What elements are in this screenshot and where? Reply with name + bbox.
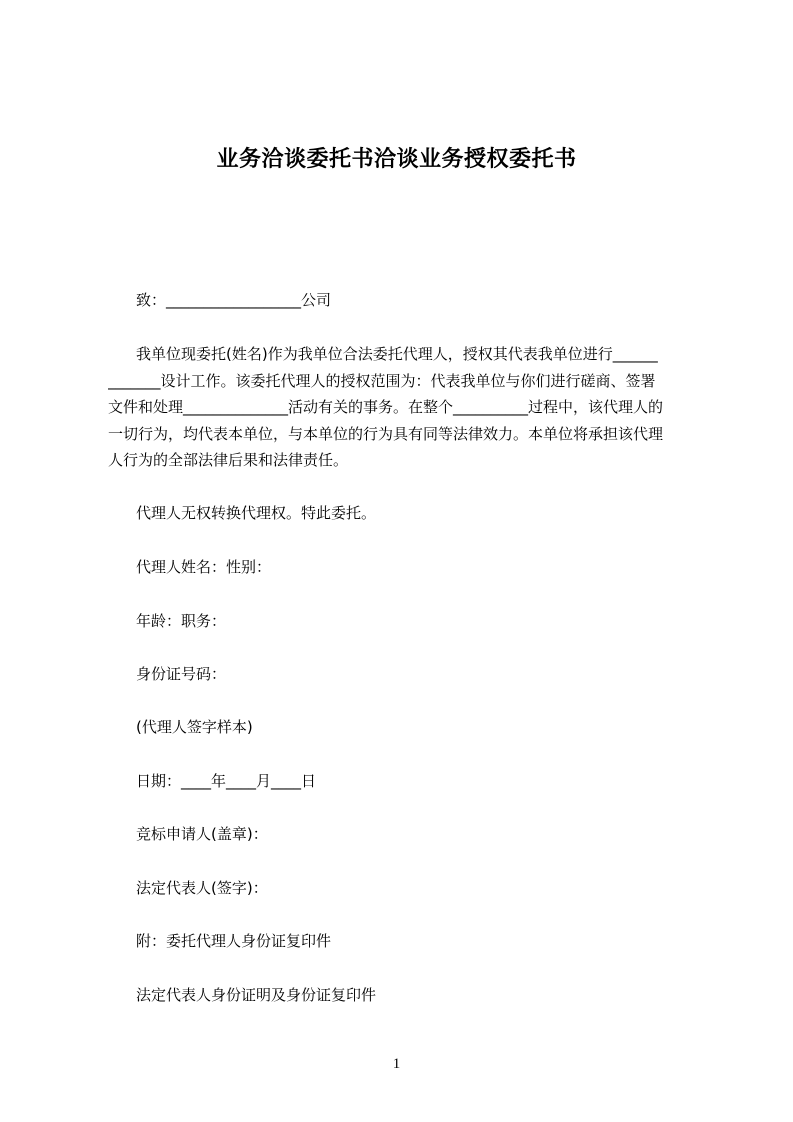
no-transfer-line: 代理人无权转换代理权。特此委托。 xyxy=(136,504,377,522)
body-line-4: 一切行为，均代表本单位，与本单位的行为具有同等法律效力。本单位将承担该代理 xyxy=(108,424,664,443)
id-number-line: 身份证号码： xyxy=(136,665,227,683)
addressee-line: 致：__________________公司 xyxy=(136,291,332,309)
body-paragraph xyxy=(108,341,699,474)
legal-representative-line: 法定代表人(签字)： xyxy=(136,879,268,897)
age-position-line: 年龄：职务： xyxy=(136,612,227,630)
attachment-line-1: 附：委托代理人身份证复印件 xyxy=(136,932,332,950)
body-line-1: 我单位现委托(姓名)作为我单位合法委托代理人，授权其代表我单位进行______ xyxy=(136,345,658,363)
body-line-2: _______设计工作。该委托代理人的授权范围为：代表我单位与你们进行磋商、签署 xyxy=(108,371,656,390)
page-number: 1 xyxy=(392,1056,401,1072)
bidder-seal-line: 竞标申请人(盖章)： xyxy=(136,825,268,843)
signature-sample-line: (代理人签字样本) xyxy=(136,718,253,736)
body-line-5: 人行为的全部法律后果和法律责任。 xyxy=(108,451,349,469)
date-line: 日期：____年____月____日 xyxy=(136,772,317,790)
document-title: 业务洽谈委托书洽谈业务授权委托书 xyxy=(216,147,577,172)
agent-name-gender-line: 代理人姓名：性别： xyxy=(136,558,272,576)
attachment-line-2: 法定代表人身份证明及身份证复印件 xyxy=(136,986,377,1004)
body-line-3: 文件和处理______________活动有关的事务。在整个__________过程中，该代理人的 xyxy=(108,398,664,416)
